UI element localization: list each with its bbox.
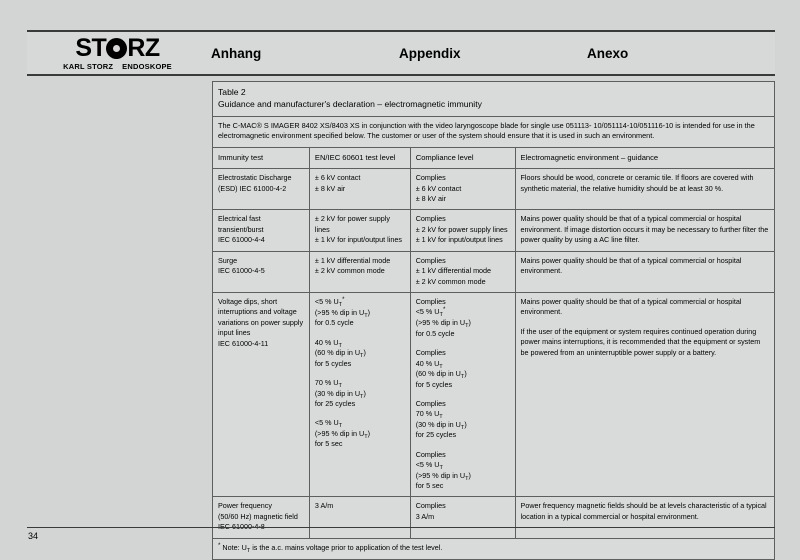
guidance-paragraph: Mains power quality should be that of a typical commercial or hospital environment. If image distortion occurs it may be necessary to further filter the power quality by using a AC line filter.: [520, 214, 769, 245]
logo-subtitle-division: ENDOSKOPE: [122, 61, 172, 71]
cell-guidance: [515, 210, 774, 251]
emc-immunity-table: [212, 81, 775, 560]
immunity-test-line: IEC 61000-4-5: [218, 266, 265, 276]
table-header-row: [213, 148, 775, 169]
column-header-compliance-level: Compliance level: [410, 148, 515, 169]
immunity-test-line: IEC 61000-4-4: [218, 235, 265, 245]
test-level-block-line: 40 % $U_T$: [314, 337, 342, 349]
cell-test-level: [309, 251, 410, 292]
cell-guidance: [515, 169, 774, 210]
test-level-line: ± 1 kV for input/output lines: [314, 235, 402, 245]
test-level-block: [315, 338, 405, 369]
test-level-block: [315, 297, 405, 329]
test-level-block-line: <5 % $U_T^*$: [314, 296, 345, 308]
compliance-line: ± 2 kV common mode: [415, 276, 486, 286]
karl-storz-logo: [54, 33, 181, 71]
cell-test-level: [309, 293, 410, 497]
test-level-block: [315, 418, 405, 449]
compliance-block-line: <5 % $U_T$: [415, 460, 443, 472]
test-level-block-line: (30 % dip in $U_T$): [314, 388, 366, 400]
compliance-block: [416, 450, 510, 492]
compliance-block-line: for 25 cycles: [415, 430, 457, 440]
storz-ring-o-icon: [106, 38, 127, 59]
compliance-line: Complies: [415, 214, 446, 224]
compliance-block-line: for 5 cycles: [415, 379, 453, 389]
test-level-line: 3 A/m: [314, 501, 334, 511]
header-title-group: [211, 46, 775, 61]
guidance-paragraph: Power frequency magnetic fields should be at levels characteristic of a typical location in a typical commercial or hospital environment.: [520, 501, 767, 521]
compliance-block-line: for 0.5 cycle: [415, 328, 455, 338]
cell-compliance-level: [410, 293, 515, 497]
immunity-test-line: IEC 61000-4-8: [218, 522, 265, 532]
cell-immunity-test: [213, 210, 310, 251]
table-title-line2: Guidance and manufacturer's declaration – electromagnetic immunity: [218, 99, 482, 110]
cell-immunity-test: [213, 251, 310, 292]
cell-test-level: [309, 210, 410, 251]
test-level-line: ± 2 kV for power supply lines: [314, 214, 390, 234]
immunity-test-line: (50/60 Hz) magnetic field: [218, 511, 298, 521]
compliance-line: Complies: [415, 501, 446, 511]
compliance-block-line: Complies: [415, 297, 446, 306]
cell-test-level: [309, 169, 410, 210]
test-level-line: ± 6 kV contact: [314, 173, 361, 183]
test-level-block-line: for 0.5 cycle: [314, 318, 354, 328]
table-row: [213, 497, 775, 538]
column-header-guidance: Electromagnetic environment – guidance: [515, 148, 774, 169]
table-intro-cell: The C-MAC® S IMAGER 8402 XS/8403 XS in conjunction with the video laryngoscope blade for single use 051113- 10/051114-10/051116-10 is intended for use in the electromagnetic environment specified below. The customer or user of the system should ensure that it is used in such an environment.: [213, 116, 775, 147]
test-level-block-line: (60 % dip in $U_T$): [314, 348, 366, 360]
test-level-line: ± 1 kV differential mode: [314, 255, 391, 265]
cell-immunity-test: [213, 293, 310, 497]
immunity-test-line: Voltage dips, short interruptions and voltage variations on power supply input lines: [218, 297, 304, 338]
immunity-test-line: (ESD) IEC 61000-4-2: [218, 183, 287, 193]
compliance-line: ± 1 kV differential mode: [415, 266, 492, 276]
table-row: [213, 210, 775, 251]
compliance-block-line: Complies: [415, 348, 446, 358]
compliance-line: ± 8 kV air: [415, 193, 447, 203]
compliance-line: Complies: [415, 255, 446, 265]
test-level-line: ± 8 kV air: [314, 183, 346, 193]
cell-compliance-level: [410, 169, 515, 210]
compliance-block-line: (30 % dip in $U_T$): [415, 419, 467, 431]
column-header-immunity-test: Immunity test: [213, 148, 310, 169]
guidance-paragraph: Mains power quality should be that of a typical commercial or hospital environment.: [520, 297, 742, 317]
table-body: [213, 169, 775, 539]
cell-guidance: [515, 251, 774, 292]
page-number: 34: [28, 531, 39, 541]
cell-immunity-test: [213, 169, 310, 210]
table-title-row: [213, 82, 775, 117]
compliance-block-line: <5 % $U_T^*$: [415, 306, 446, 319]
table-footnote-row: [213, 538, 775, 559]
header-title-german: Anhang: [211, 45, 262, 61]
table-row: [213, 169, 775, 210]
immunity-test-line: Electrostatic Discharge: [218, 173, 292, 183]
test-level-block-line: for 5 cycles: [314, 358, 352, 368]
compliance-block-line: (>95 % dip in $U_T$): [415, 318, 471, 330]
table-intro-row: [213, 116, 775, 147]
test-level-block-line: <5 % $U_T$: [314, 418, 343, 430]
logo-subtitle: [63, 62, 172, 71]
immunity-test-line: Power frequency: [218, 501, 272, 511]
table-row: [213, 251, 775, 292]
compliance-block-line: (>95 % dip in $U_T$): [415, 470, 471, 482]
compliance-line: ± 2 kV for power supply lines: [415, 224, 508, 234]
test-level-block: [315, 378, 405, 409]
test-level-block-line: 70 % $U_T$: [314, 378, 342, 390]
compliance-block-line: Complies: [415, 449, 446, 459]
wordmark-st: ST: [75, 33, 107, 62]
table-title-cell: [213, 82, 775, 117]
compliance-line: ± 6 kV contact: [415, 183, 462, 193]
logo-subtitle-brand: KARL STORZ: [63, 61, 114, 71]
compliance-block-line: 70 % $U_T$: [415, 409, 443, 421]
test-level-block-line: for 25 cycles: [314, 398, 356, 408]
column-header-test-level: EN/IEC 60601 test level: [309, 148, 410, 169]
immunity-test-line: Surge: [218, 255, 238, 265]
compliance-block-line: (60 % dip in $U_T$): [415, 369, 467, 381]
header-title-english: Appendix: [399, 45, 461, 61]
compliance-block-line: for 5 sec: [415, 481, 444, 490]
table-row: [213, 293, 775, 497]
compliance-block: [416, 399, 510, 441]
immunity-test-line: IEC 61000-4-11: [218, 338, 269, 348]
table-title-line1: Table 2: [218, 87, 246, 97]
cell-compliance-level: [410, 251, 515, 292]
page-header-band: [27, 30, 775, 76]
compliance-block: [416, 297, 510, 339]
header-title-spanish: Anexo: [587, 45, 629, 61]
compliance-line: Complies: [415, 173, 446, 183]
compliance-line: 3 A/m: [415, 511, 435, 521]
test-level-block-line: for 5 sec: [314, 439, 343, 449]
compliance-line: ± 1 kV for input/output lines: [415, 235, 503, 245]
test-level-block-line: (>95 % dip in $U_T$): [314, 428, 371, 440]
compliance-block-line: Complies: [415, 398, 446, 408]
cell-test-level: [309, 497, 410, 538]
table-footnote-cell: * Note: $U_T$ is the a.c. mains voltage prior to application of the test level.: [213, 538, 775, 559]
cell-immunity-test: [213, 497, 310, 538]
immunity-test-line: Electrical fast transient/burst: [218, 214, 264, 234]
storz-wordmark: [75, 33, 160, 62]
footer-divider: [27, 527, 775, 528]
compliance-block: [416, 348, 510, 390]
cell-guidance: [515, 497, 774, 538]
test-level-block-line: (>95 % dip in $U_T$): [314, 307, 371, 319]
cell-compliance-level: [410, 497, 515, 538]
compliance-block-line: 40 % $U_T$: [415, 358, 443, 370]
wordmark-rz: RZ: [127, 33, 160, 62]
guidance-paragraph: Mains power quality should be that of a typical commercial or hospital environment.: [520, 255, 742, 276]
guidance-paragraph: Floors should be wood, concrete or ceramic tile. If floors are covered with synthetic material, the relative humidity should be at least 30 %.: [520, 173, 754, 193]
cell-guidance: [515, 293, 774, 497]
cell-compliance-level: [410, 210, 515, 251]
test-level-line: ± 2 kV common mode: [314, 266, 385, 276]
guidance-paragraph: If the user of the equipment or system requires continued operation during power mains interruptions, it is recommended that the equipment or system be powered from an uninterruptible power supply or a battery.: [520, 326, 761, 357]
